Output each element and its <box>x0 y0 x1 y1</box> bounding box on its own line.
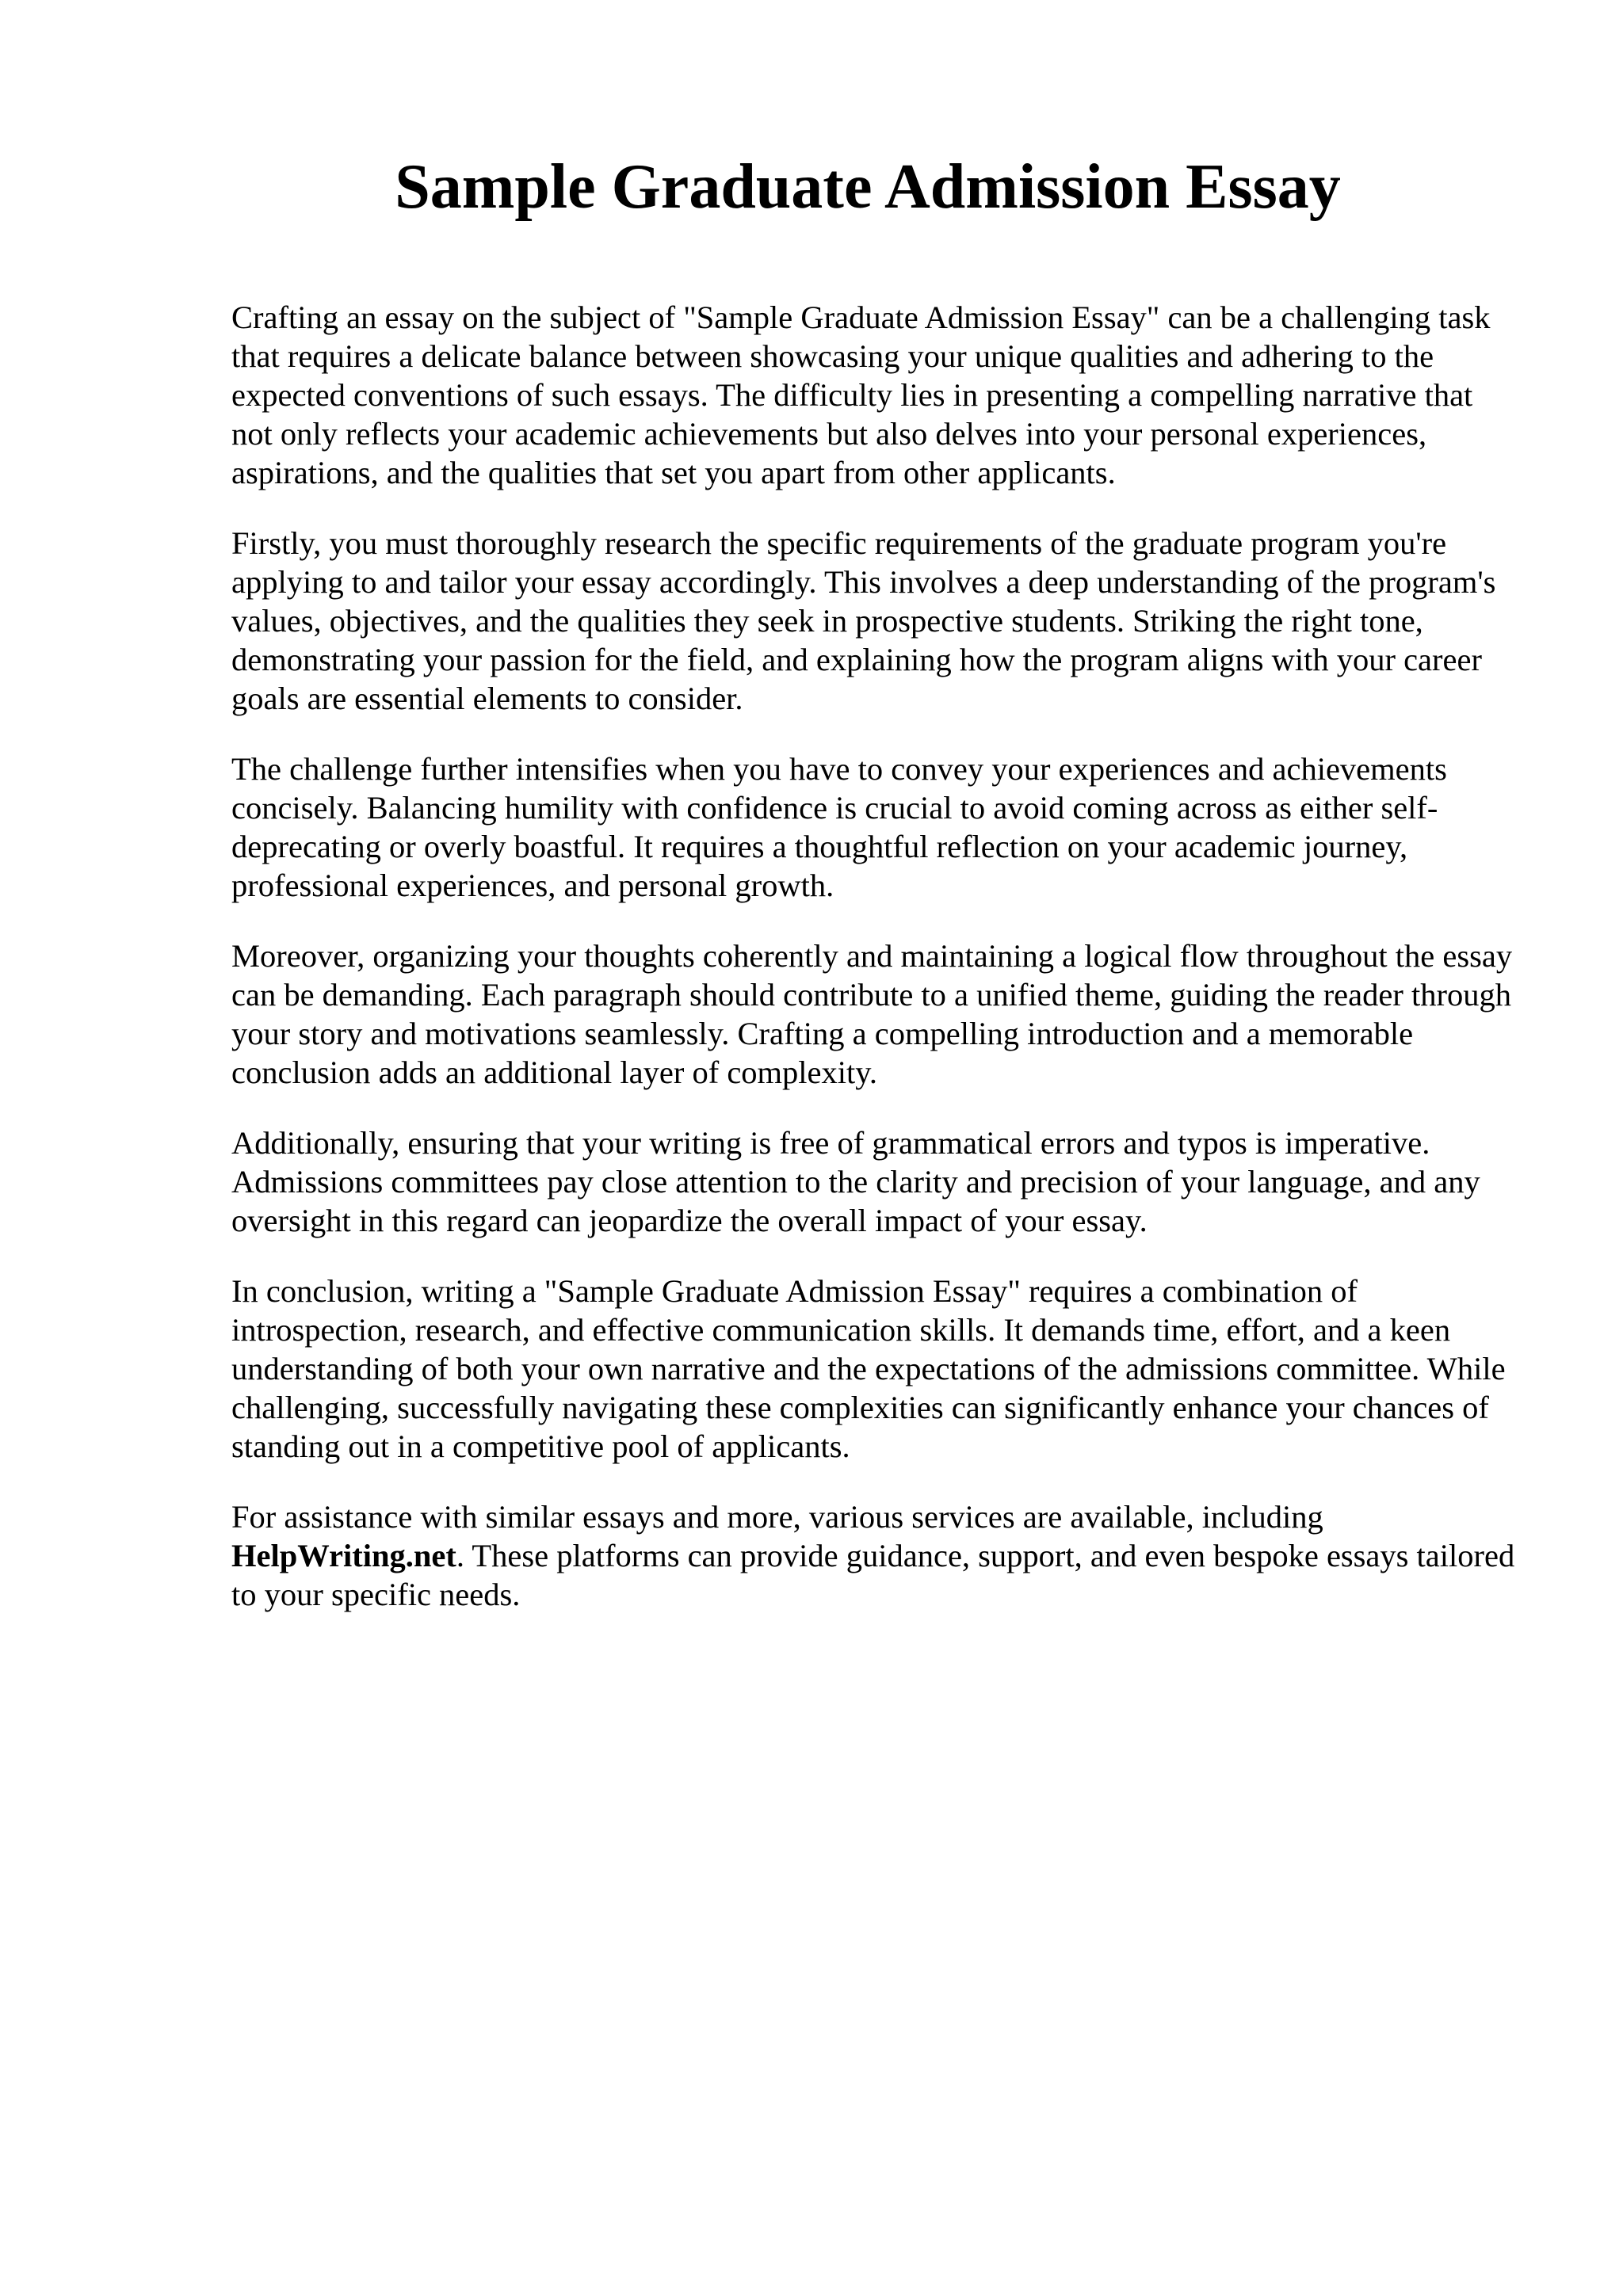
essay-body <box>231 298 1515 1646</box>
paragraph-2: Firstly, you must thoroughly research the specific requirements of the graduate program you're applying to and tailor your essay accordingly. This involves a deep understanding of the program's values, objectives, and the qualities they seek in prospective students. Striking the right tone, demonstrating your passion for the field, and explaining how the program aligns with your career goals are essential elements to consider. <box>231 525 1496 716</box>
closing-paragraph <box>231 1497 1515 1614</box>
paragraph-6: In conclusion, writing a "Sample Graduate Admission Essay" requires a combination of introspection, research, and effective communication skills. It demands time, effort, and a keen understanding of both your own narrative and the expectations of the admissions committee. While challenging, successfully navigating these complexities can significantly enhance your chances of standing out in a competitive pool of applicants. <box>231 1273 1506 1464</box>
closing-outro: . These platforms can provide guidance, support, and even bespoke essays tailored to your specific needs. <box>231 1538 1515 1612</box>
closing-intro: For assistance with similar essays and more, various services are available, including <box>231 1499 1323 1535</box>
paragraph-3: The challenge further intensifies when you have to convey your experiences and achievements concisely. Balancing humility with confidence is crucial to avoid coming across as either self-deprecating or overly boastful. It requires a thoughtful reflection on your academic journey, professional experiences, and personal growth. <box>231 751 1447 903</box>
paragraph-1: Crafting an essay on the subject of "Sample Graduate Admission Essay" can be a challenging task that requires a delicate balance between showcasing your unique qualities and adhering to the expected conventions of such essays. The difficulty lies in presenting a compelling narrative that not only reflects your academic achievements but also delves into your personal experiences, aspirations, and the qualities that set you apart from other applicants. <box>231 299 1491 490</box>
helpwriting-link[interactable]: HelpWriting.net <box>231 1538 456 1573</box>
page-title: Sample Graduate Admission Essay <box>395 152 1341 222</box>
paragraph-4: Moreover, organizing your thoughts coherently and maintaining a logical flow throughout the essay can be demanding. Each paragraph should contribute to a unified theme, guiding the reader through your story and motivations seamlessly. Crafting a compelling introduction and a memorable conclusion adds an additional layer of complexity. <box>231 938 1513 1090</box>
paragraph-5: Additionally, ensuring that your writing is free of grammatical errors and typos is imperative. Admissions committees pay close attention to the clarity and precision of your language, and any oversight in this regard can jeopardize the overall impact of your essay. <box>231 1125 1480 1238</box>
